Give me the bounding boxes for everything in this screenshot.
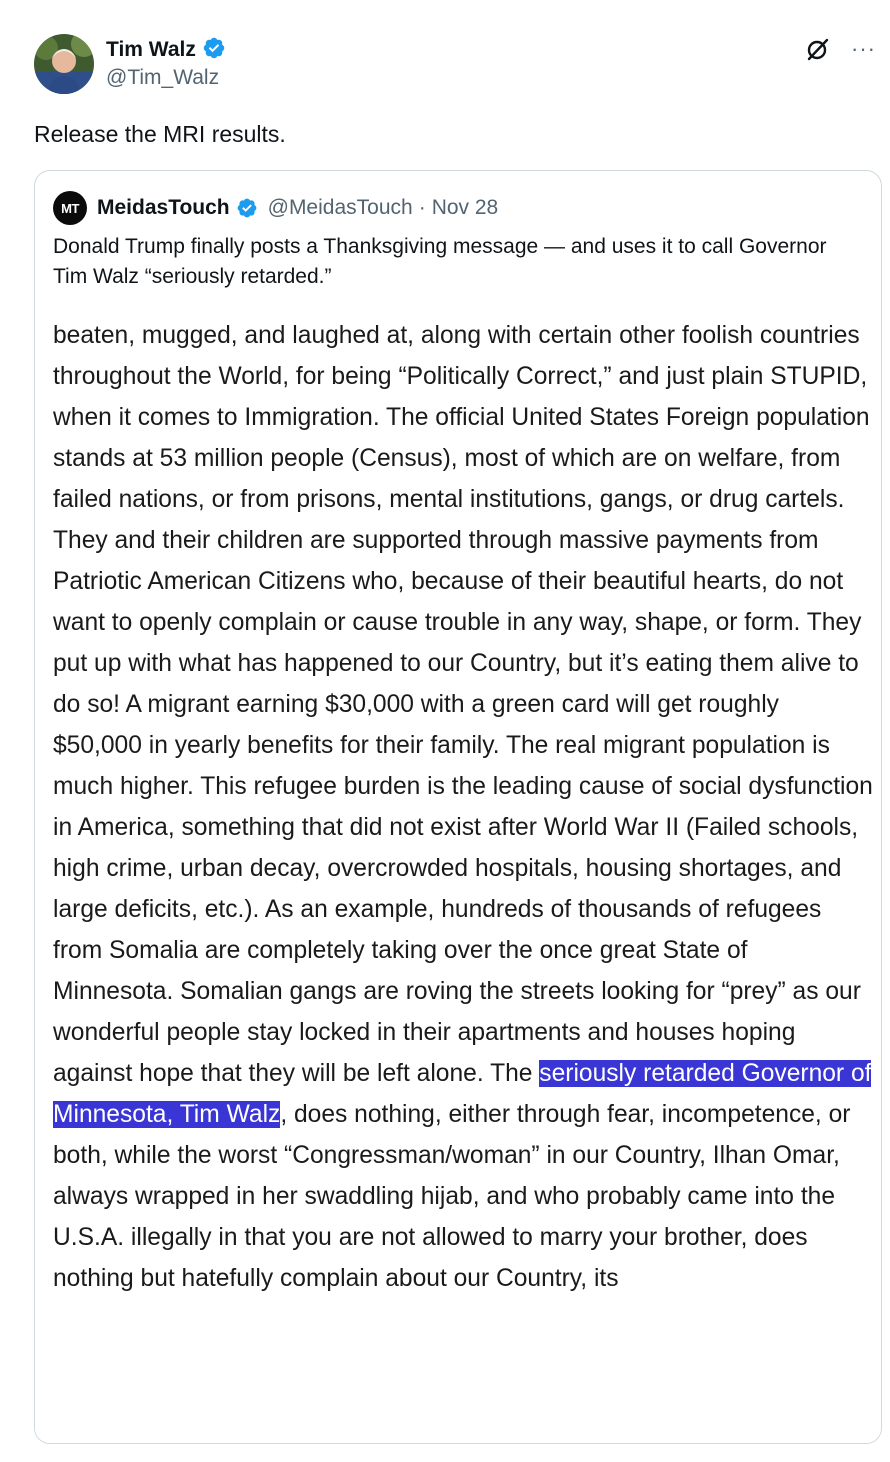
screenshot-text — [53, 315, 873, 1299]
quoted-tweet-text: Donald Trump finally posts a Thanksgiving message — and uses it to call Governor Tim Walz “seriously retarded.” — [53, 235, 827, 288]
grok-icon[interactable] — [803, 34, 833, 64]
tweet-text: Release the MRI results. — [34, 121, 286, 147]
quoted-tweet[interactable] — [34, 170, 882, 1444]
screenshot-text-before: beaten, mugged, and laughed at, along with certain other foolish countries throughout the World, for being “Politically Correct,” and just plain STUPID, when it comes to Immigration. The official United States Foreign population stands at 53 million people (Census), most of which are on welfare, from failed nations, or from prisons, mental institutions, gangs, or drug cartels. They and their children are supported through massive payments from Patriotic American Citizens who, because of their beautiful hearts, do not want to openly complain or cause trouble in any way, shape, or form. They put up with what has happened to our Country, but it’s eating them alive to do so! A migrant earning $30,000 with a green card will get roughly $50,000 in yearly benefits for their family. The real migrant population is much higher. This refugee burden is the leading cause of social dysfunction in America, something that did not exist after World War II (Failed schools, high crime, urban decay, overcrowded hospitals, housing shortages, and large deficits, etc.). As an example, hundreds of thousands of refugees from Somalia are completely taking over the once great State of Minnesota. Somalian gangs are roving the streets looking for “prey” as our wonderful people stay locked in their apartments and houses hoping against hope that they will be left alone. The — [53, 322, 873, 1087]
author-block — [106, 36, 226, 90]
quoted-screenshot-image[interactable] — [35, 305, 881, 1444]
author-name[interactable]: Tim Walz — [106, 38, 196, 61]
author-avatar[interactable] — [34, 34, 94, 94]
verified-badge-icon — [202, 36, 226, 65]
more-options-icon[interactable]: ··· — [851, 36, 876, 61]
quoted-author-name[interactable]: MeidasTouch — [97, 196, 230, 219]
verified-badge-icon — [236, 197, 258, 219]
author-photo — [34, 34, 94, 94]
quoted-author-handle[interactable]: @MeidasTouch — [267, 196, 413, 219]
quoted-tweet-header — [53, 191, 498, 225]
meta-separator: · — [418, 196, 426, 219]
author-handle[interactable]: @Tim_Walz — [106, 66, 220, 89]
tweet-actions — [803, 34, 876, 64]
screenshot-text-after: , does nothing, either through fear, incompetence, or both, while the worst “Congressman/woman” in our Country, Ilhan Omar, always wrapped in her swaddling hijab, and who probably came into the U.S.A. illegally in that you are not allowed to marry your brother, does nothing but hatefully complain about our Country, its — [53, 1101, 851, 1292]
highlighted-text: seriously retarded Governor of Minnesota, Tim Walz — [53, 1060, 872, 1128]
quoted-author-avatar[interactable]: MT — [53, 191, 87, 225]
quoted-date[interactable]: Nov 28 — [431, 196, 499, 219]
